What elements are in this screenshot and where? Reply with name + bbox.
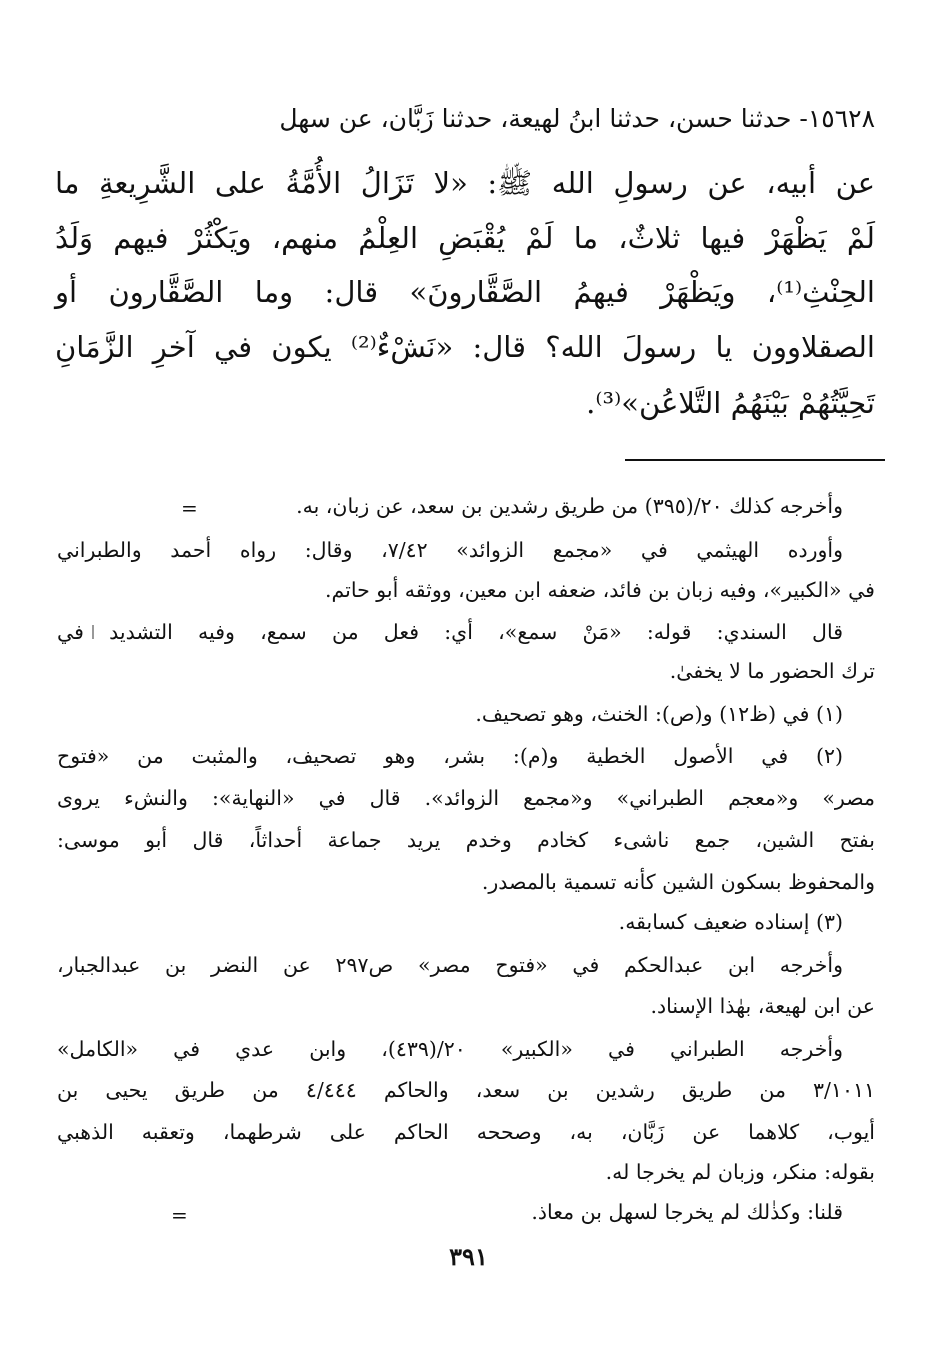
footnote-line: وأخرجه الطبراني في «الكبير» ٢٠/(٤٣٩)، وابن عدي في «الكامل» (57, 1037, 843, 1061)
hadith-line: لَمْ يَظْهَرْ فيها ثلاثٌ، ما لَمْ يُقْبَضِ العِلْمُ منهم، ويَكْثُرْ فيهم وَلَدُ (55, 221, 875, 255)
hadith-line: ١٥٦٢٨- حدثنا حسن، حدثنا ابنُ لهيعة، حدثنا زَبَّان، عن سهل (279, 104, 875, 133)
footnote-line: بفتح الشين، جمع ناشىء كخادم وخدم يريد جماعة أحداثاً، قال أبو موسى: (57, 828, 875, 852)
page-number: ٣٩١ (449, 1242, 488, 1271)
footnote-line: عن ابن لهيعة، بهٰذا الإسناد. (650, 994, 875, 1018)
footnote-line: في «الكبير»، وفيه زبان بن فائد، ضعفه ابن معين، ووثقه أبو حاتم. (324, 578, 875, 602)
footnote-line: مصر» و«معجم الطبراني» و«مجمع الزوائد». قال في «النهاية»: والنشء يروى (57, 786, 875, 810)
hadith-line: الصقلاوون يا رسولَ الله؟ قال: «نَشْءٌ⁽²⁾ يكون في آخرِ الزَّمَانِ (55, 330, 875, 364)
footnote-line: (٣) إسناده ضعيف كسابقه. (618, 910, 843, 934)
footnote-line: بقوله: منكر، وزبان لم يخرجا له. (605, 1160, 875, 1184)
footnote-line: (١) في (ظ١٢) و(ص): الخنث، وهو تصحيف. (475, 702, 843, 726)
footnote-line: ٣/١٠١١ من طريق رشدين بن سعد، والحاكم ٤/٤٤٤ من طريق يحيى بن (57, 1078, 875, 1102)
footnote-line: والمحفوظ بسكون الشين كأنه تسمية بالمصدر. (481, 870, 875, 894)
footnote-line: ترك الحضور ما لا يخفىٰ. (669, 659, 875, 683)
footnote-separator (625, 459, 885, 461)
hadith-line: الحِنْثِ⁽¹⁾، ويَظْهَرْ فيهمُ الصَّقَّارونَ» قال: وما الصَّقَّارون أو (55, 275, 875, 309)
footnote-line: أيوب، كلاهما عن زَبَّان، به، وصححه الحاكم على شرطهما، وتعقبه الذهبي (57, 1120, 875, 1144)
hadith-line: عن أبيه، عن رسولِ الله ﷺ: «لا تَزَالُ الأُمَّةُ على الشَّرِيعةِ ما (55, 166, 875, 200)
footnote-line: قال السندي: قوله: «مَنْ سمع»، أي: فعل من سمع، وفيه التشديد في (57, 620, 843, 644)
footnote-line: قلنا: وكذٰلك لم يخرجا لسهل بن معاذ. (531, 1200, 843, 1224)
footnote-line: وأورده الهيثمي في «مجمع الزوائد» ٧/٤٢، وقال: رواه أحمد والطبراني (57, 538, 843, 562)
continuation-mark-top: = (181, 496, 198, 520)
continuation-mark-bottom: = (171, 1203, 188, 1227)
footnote-line: (٢) في الأصول الخطية و(م): بشر، وهو تصحيف، والمثبت من «فتوح (57, 744, 843, 768)
footnote-line: وأخرجه كذلك ٢٠/(٣٩٥) من طريق رشدين بن سعد، عن زبان، به. (296, 494, 843, 518)
hadith-line: تَحِيَّتُهُمْ بَيْنَهُمُ التَّلاعُن»⁽³⁾. (586, 386, 875, 420)
footnote-line: وأخرجه ابن عبدالحكم في «فتوح مصر» ص٢٩٧ عن النضر بن عبدالجبار، (57, 953, 843, 977)
